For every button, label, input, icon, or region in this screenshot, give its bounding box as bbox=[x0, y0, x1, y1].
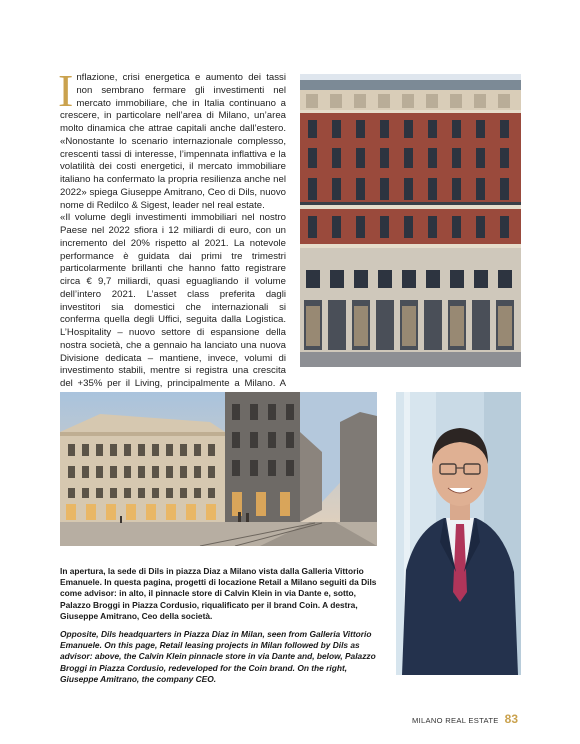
caption-english: Opposite, Dils headquarters in Piazza Diaz in Milan, seen from Galleria Vittorio Emanuele. On this page, Retail leasing projects in Milan followed by Dils as advisor: above, the Calvin Klein pinnacle store in via Dante and, below, Palazzo Broggi in Piazza Cordusio, redeveloped for the Coin brand. On the right, Giuseppe Amitrano, the company CEO. bbox=[60, 629, 376, 684]
building-illustration bbox=[300, 74, 521, 367]
caption-italian: In apertura, la sede di Dils in piazza Diaz a Milano vista dalla Galleria Vittorio Emanuele. In questa pagina, progetti di locazione Retail a Milano seguiti da Dils come advisor: in alto, il pinnacle store di Calvin Klein in via Dante e, sotto, Palazzo Broggi in Piazza Cordusio, riqualificato per il brand Coin. A destra, Giuseppe Amitrano, Ceo della società. bbox=[60, 566, 377, 621]
page-number: 83 bbox=[504, 712, 518, 726]
publication-name: MILANO REAL ESTATE bbox=[411, 716, 499, 725]
article-paragraph-1: nflazione, crisi energetica e aumento dei tassi non sembrano fermare gli investimenti nel mercato immobiliare, che in Italia continuano a crescere, in particolare nell’area di Milano, un’area molto dinamica che attrae capitali anche dall’estero. «Nonostante lo scenario internazionale complesso, crescenti tassi di interesse, l’impennata inflattiva e la volatilità dei costi energetici, il mercato immobiliare italiano ha confermato la propria resilienza anche nel 2022» spiega Giuseppe Amitrano, Ceo di Dils, nuovo nome di Redilco & Sigest, leader nel real estate. bbox=[60, 72, 286, 211]
page-footer bbox=[412, 712, 518, 726]
photo-giuseppe-amitrano bbox=[396, 392, 521, 675]
article-paragraph-2: «Il volume degli investimenti immobiliari nel nostro Paese nel 2022 sfiora i 12 miliardi di euro, con un incremento del 20% rispetto al 2021. La notevole performance è guidata dai primi tre trimestri particolarmente brillanti che hanno fatto registrare circa € 9,7 miliardi, quasi eguagliando il volume dell’intero 2021. L’asset class preferita dagli investitori sia domestici che internazionali si conferma quella degli Uffici, seguita dalla Logistica. L’Hospitality – nuovo settore di espansione della nostra società, che a gennaio ha lanciato una nuova Divisione dedicata – mantiene, invece, volumi di investimento stabili, mentre si registra una crescita del +35% per il Living, principalmente a Milano. A bbox=[60, 212, 286, 389]
photo-calvin-klein-store bbox=[300, 74, 521, 367]
photo-palazzo-broggi bbox=[60, 392, 377, 546]
piazza-illustration bbox=[60, 392, 377, 546]
drop-cap: I bbox=[58, 65, 74, 116]
portrait-illustration bbox=[396, 392, 521, 675]
article-body bbox=[58, 65, 286, 404]
